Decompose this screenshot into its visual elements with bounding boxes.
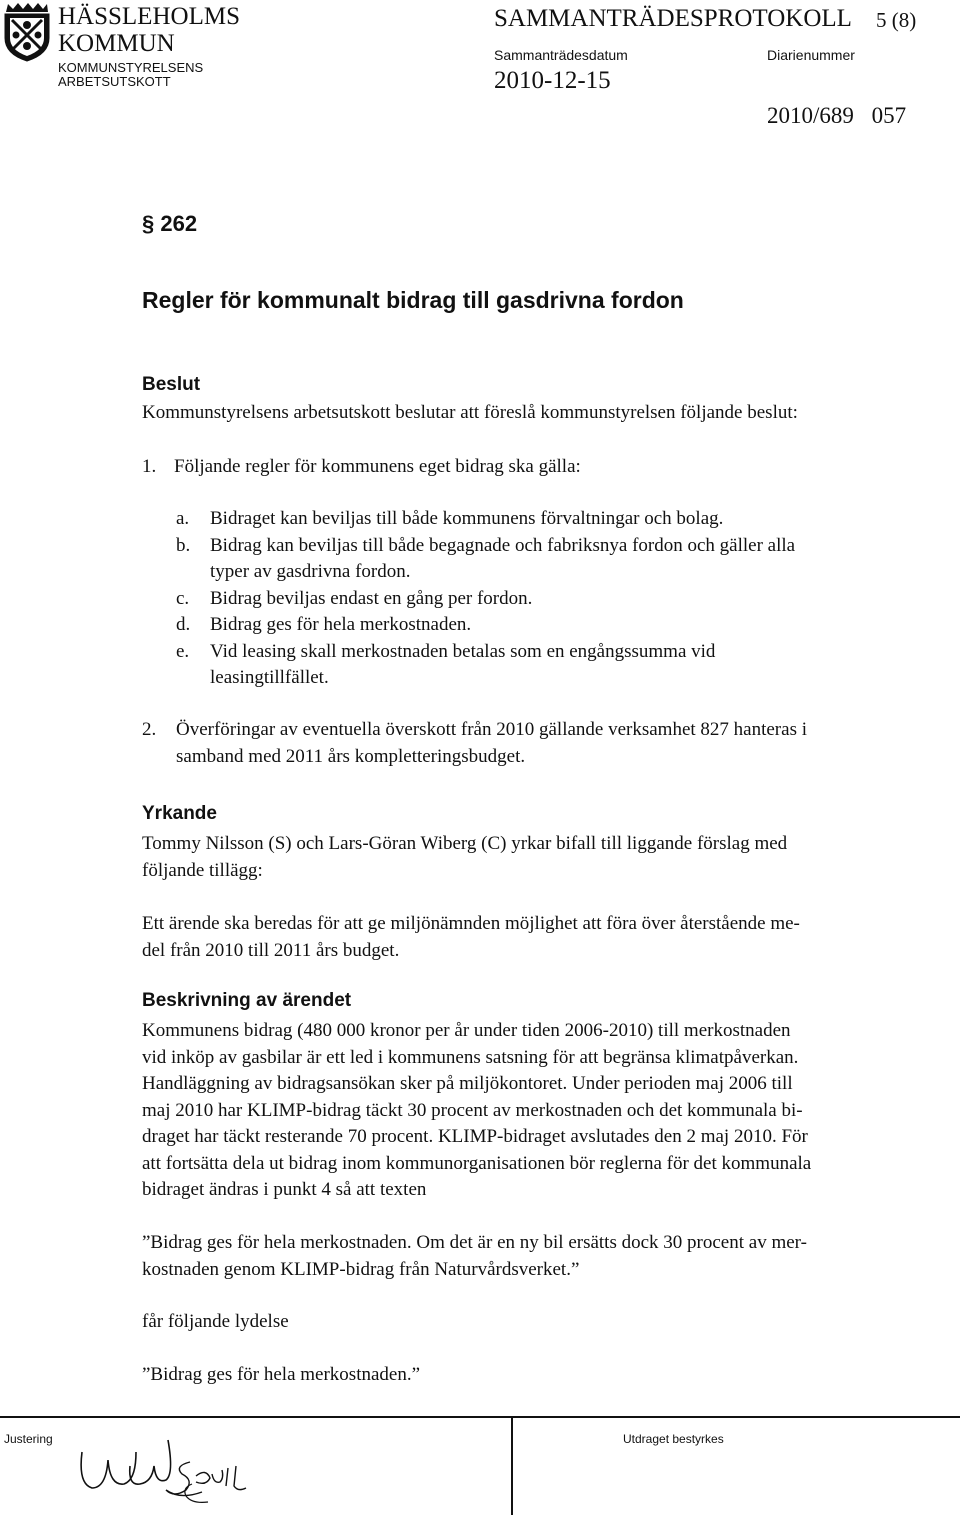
- middle-text: får följande lydelse: [142, 1311, 289, 1332]
- beskrivning-paragraph: [142, 1018, 811, 1204]
- list-item-label: c.: [176, 587, 190, 609]
- municipal-crest: [2, 2, 52, 62]
- footer-rule: [0, 1416, 960, 1418]
- list-item-label: e.: [176, 640, 190, 662]
- body-line2: ARBETSUTSKOTT: [58, 74, 171, 89]
- handwritten-signature: [70, 1422, 310, 1512]
- municipality-name: [58, 3, 240, 57]
- meeting-date: 2010-12-15: [494, 67, 611, 94]
- quote-old-text: [142, 1230, 807, 1283]
- text-line: Handläggning av bidragsansökan sker på miljökontoret. Under perioden maj 2006 till: [142, 1073, 793, 1094]
- item-number: 1.: [142, 456, 157, 477]
- beskrivning-heading: Beskrivning av ärendet: [142, 990, 352, 1011]
- yrkande-heading: Yrkande: [142, 803, 217, 824]
- text-line: ”Bidrag ges för hela merkostnaden. Om det är en ny bil ersätts dock 30 procent av mer-: [142, 1232, 807, 1253]
- list-item-text-cont: typer av gasdrivna fordon.: [210, 561, 411, 582]
- text-line: Kommunens bidrag (480 000 kronor per år under tiden 2006-2010) till merkostnaden: [142, 1020, 791, 1041]
- reg-label: Diarienummer: [767, 47, 855, 63]
- body-name: [58, 61, 203, 89]
- quote-new-text: ”Bidrag ges för hela merkostnaden.”: [142, 1364, 421, 1385]
- text-line: följande tillägg:: [142, 859, 263, 881]
- list-item-text: Bidrag beviljas endast en gång per fordon.: [210, 587, 533, 609]
- section-title: Regler för kommunalt bidrag till gasdrivna fordon: [142, 287, 684, 313]
- municipality-line2: KOMMUN: [58, 30, 175, 57]
- crest-icon: [2, 2, 52, 62]
- signature-initials: [70, 1422, 310, 1512]
- municipality-line1: HÄSSLEHOLMS: [58, 3, 240, 30]
- list-item-text: Bidrag kan beviljas till både begagnade och fabriksnya fordon och gäller alla: [210, 534, 796, 556]
- text-line: Tommy Nilsson (S) och Lars-Göran Wiberg (C) yrkar bifall till liggande förslag med: [142, 833, 788, 854]
- beslut-intro: Kommunstyrelsens arbetsutskott beslutar att föreslå kommunstyrelsen följande beslut:: [142, 402, 798, 423]
- body-line1: KOMMUNSTYRELSENS: [58, 60, 204, 75]
- list-item-label: b.: [176, 534, 191, 556]
- item-number: 2.: [142, 719, 157, 740]
- page-number: 5 (8): [876, 8, 917, 32]
- reg-number: [767, 103, 906, 129]
- doc-type: SAMMANTRÄDESPROTOKOLL: [494, 5, 852, 32]
- list-item-text-cont: leasingtillfället.: [210, 667, 329, 688]
- item-text: Följande regler för kommunens eget bidrag ska gälla:: [174, 456, 581, 477]
- text-line: draget har täckt resterande 70 procent. KLIMP-bidraget avslutades den 2 maj 2010. För: [142, 1126, 808, 1147]
- text-line: bidraget ändras i punkt 4 så att texten: [142, 1179, 427, 1200]
- item-text-cont: samband med 2011 års kompletteringsbudget.: [176, 745, 526, 767]
- text-line: att fortsätta dela ut bidrag inom kommunorganisationen bör reglerna för det kommunala: [142, 1152, 812, 1174]
- text-line: vid inköp av gasbilar är ett led i kommunens satsning för att begränsa klimatpåverkan.: [142, 1046, 799, 1068]
- beslut-item-2: [142, 717, 952, 770]
- reg-number-suffix: 057: [871, 103, 907, 128]
- list-item-text: Vid leasing skall merkostnaden betalas som en engångssumma vid: [210, 640, 716, 662]
- beslut-heading: Beslut: [142, 374, 201, 395]
- justering-label: Justering: [4, 1432, 53, 1446]
- item-text: Överföringar av eventuella överskott från 2010 gällande verksamhet 827 hanteras i: [176, 719, 807, 740]
- text-line: kostnaden genom KLIMP-bidrag från Naturvårdsverket.”: [142, 1258, 580, 1280]
- list-item-label: d.: [176, 614, 191, 635]
- yrkande-paragraph-2: [142, 911, 800, 964]
- list-item-text: Bidrag ges för hela merkostnaden.: [210, 614, 472, 635]
- sub-list: [176, 506, 946, 692]
- date-label: Sammanträdesdatum: [494, 47, 628, 63]
- list-item-label: a.: [176, 508, 190, 529]
- list-item: [176, 639, 946, 692]
- reg-number-main: 2010/689: [767, 103, 854, 128]
- text-line: maj 2010 har KLIMP-bidrag täckt 30 procent av merkostnaden och det kommunala bi-: [142, 1099, 803, 1121]
- section-number: § 262: [142, 211, 198, 236]
- utdrag-label: Utdraget bestyrkes: [623, 1432, 724, 1446]
- list-item: [176, 533, 946, 586]
- beslut-item-1: [142, 454, 942, 481]
- yrkande-paragraph-1: [142, 831, 787, 884]
- list-item: [176, 612, 946, 639]
- footer-divider: [511, 1416, 513, 1515]
- text-line: Ett ärende ska beredas för att ge miljönämnden möjlighet att föra över återstående me-: [142, 913, 800, 934]
- list-item-text: Bidraget kan beviljas till både kommunens förvaltningar och bolag.: [210, 508, 724, 529]
- list-item: [176, 506, 946, 533]
- list-item: [176, 586, 946, 613]
- text-line: del från 2010 till 2011 års budget.: [142, 939, 400, 961]
